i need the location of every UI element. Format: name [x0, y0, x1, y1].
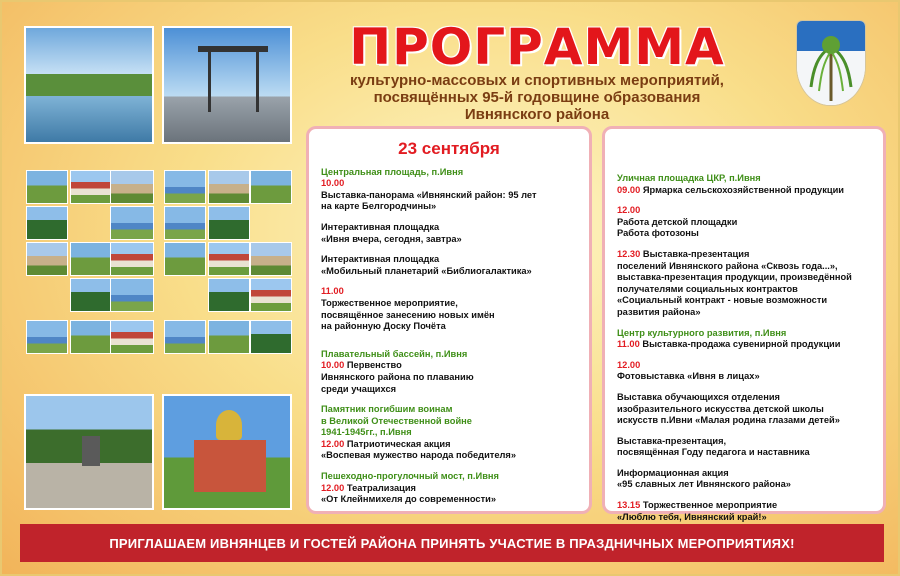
event-line: Выставка-продажа сувенирной продукции	[642, 339, 841, 350]
photo-river-landscape	[24, 26, 154, 144]
subtitle-line: посвящённых 95-й годовщине образования	[373, 89, 701, 106]
schedule-panel-left	[306, 126, 592, 514]
event-line: на карте Белгородчины»	[321, 201, 437, 212]
event-block	[321, 286, 577, 332]
event-line: Выставка-панорама «Ивнянский район: 95 лет	[321, 189, 537, 200]
event-line: среди учащихся	[321, 383, 397, 394]
event-block	[321, 254, 577, 277]
event-time: 11.00	[321, 286, 344, 297]
event-line: Работа фотозоны	[617, 228, 699, 239]
event-line: «95 славных лет Ивнянского района»	[617, 479, 791, 490]
event-time: 10.00	[321, 178, 345, 189]
subtitle-line: культурно-массовых и спортивных мероприятий,	[350, 72, 724, 89]
event-time: 12.00	[617, 359, 641, 370]
venue-heading: Пешеходно-прогулочный мост, п.Ивня	[321, 471, 499, 482]
event-line: Выставка-презентация	[642, 248, 750, 259]
event-line: «Люблю тебя, Ивнянский край!»	[617, 511, 767, 522]
venue-heading: Плавательный бассейн, п.Ивня	[321, 348, 468, 359]
venue-block	[321, 471, 577, 506]
schedule-panel-right	[602, 126, 886, 522]
venue-heading: Центральная площадь, п.Ивня	[321, 166, 464, 177]
page-title: ПРОГРАММА	[349, 18, 725, 76]
event-line: Торжественное мероприятие,	[321, 297, 458, 308]
invitation-banner: ПРИГЛАШАЕМ ИВНЯНЦЕВ И ГОСТЕЙ РАЙОНА ПРИНЯТЬ УЧАСТИЕ В ПРАЗДНИЧНЫХ МЕРОПРИЯТИЯХ!	[20, 524, 884, 562]
event-block	[617, 205, 871, 240]
event-line: Интерактивная площадка	[321, 221, 440, 232]
event-line: выставка-презентация продукции, произведённой	[617, 272, 852, 283]
event-line: на районную Доску Почёта	[321, 321, 446, 332]
event-date: 23 сентября	[398, 139, 500, 158]
event-line: «От Клейнмихеля до современности»	[321, 494, 497, 505]
event-line: изобразительного искусства детской школы	[617, 403, 824, 414]
event-block	[617, 392, 871, 427]
event-time: 09.00	[617, 184, 641, 195]
event-line: Фотовыставка «Ивня в лицах»	[617, 371, 760, 382]
photo-pier-pavilion	[162, 26, 292, 144]
event-block	[617, 436, 871, 459]
event-block	[617, 360, 871, 383]
coat-of-arms-icon	[796, 20, 866, 106]
venue-heading: 1941-1945гг., п.Ивня	[321, 427, 412, 438]
event-line: Ивнянского района по плаванию	[321, 371, 474, 382]
venue-heading: Центр культурного развития, п.Ивня	[617, 327, 787, 338]
event-line: Интерактивная площадка	[321, 254, 440, 265]
venue-block	[321, 349, 577, 395]
event-line: Торжественное мероприятие	[642, 500, 778, 511]
venue-heading: Памятник погибшим воинам	[321, 404, 453, 415]
event-line: искусств п.Ивни «Малая родина глазами детей»	[617, 415, 840, 426]
event-time: 13.15	[617, 500, 641, 511]
event-line: Театрализация	[346, 482, 416, 493]
venue-block	[321, 404, 577, 462]
event-line: развития района»	[617, 306, 701, 317]
event-time: 11.00	[617, 339, 640, 350]
photo-memorial	[24, 394, 154, 510]
event-line: поселений Ивнянского района «Сквозь года...»,	[617, 260, 838, 271]
event-line: Ярмарка сельскохозяйственной продукции	[642, 184, 845, 195]
event-line: Информационная акция	[617, 467, 729, 478]
event-line: «Социальный контракт - новые возможности	[617, 295, 828, 306]
event-block	[617, 468, 871, 491]
event-line: Работа детской площадки	[617, 216, 738, 227]
event-line: Выставка-презентация,	[617, 435, 727, 446]
event-line: «Мобильный планетарий «Библиогалактика»	[321, 265, 532, 276]
event-line: получателями социальных контрактов	[617, 283, 798, 294]
venue-heading: Уличная площадка ЦКР, п.Ивня	[617, 173, 761, 183]
event-line: Первенство	[346, 360, 402, 371]
event-line: посвящённая Году педагога и наставника	[617, 447, 810, 458]
venue-block	[321, 167, 577, 213]
event-line: «Воспевая мужество народа победителя»	[321, 450, 517, 461]
venue-block	[617, 173, 871, 196]
event-time: 10.00	[321, 360, 345, 371]
event-time: 12.00	[617, 205, 641, 216]
event-time: 12.00	[321, 438, 345, 449]
event-line: Выставка обучающихся отделения	[617, 391, 780, 402]
subtitle-line: Ивнянского района	[464, 106, 610, 123]
photo-church	[162, 394, 292, 510]
event-line: «Ивня вчера, сегодня, завтра»	[321, 233, 462, 244]
event-block	[617, 500, 871, 523]
venue-block	[617, 328, 871, 351]
event-block	[617, 249, 871, 319]
subtitle	[302, 72, 772, 123]
event-time: 12.00	[321, 482, 345, 493]
venue-heading: в Великой Отечественной войне	[321, 415, 472, 426]
event-line: Патриотическая акция	[346, 438, 451, 449]
event-block	[321, 222, 577, 245]
event-time: 12.30	[617, 248, 641, 259]
event-line: посвящённое занесению новых имён	[321, 309, 495, 320]
